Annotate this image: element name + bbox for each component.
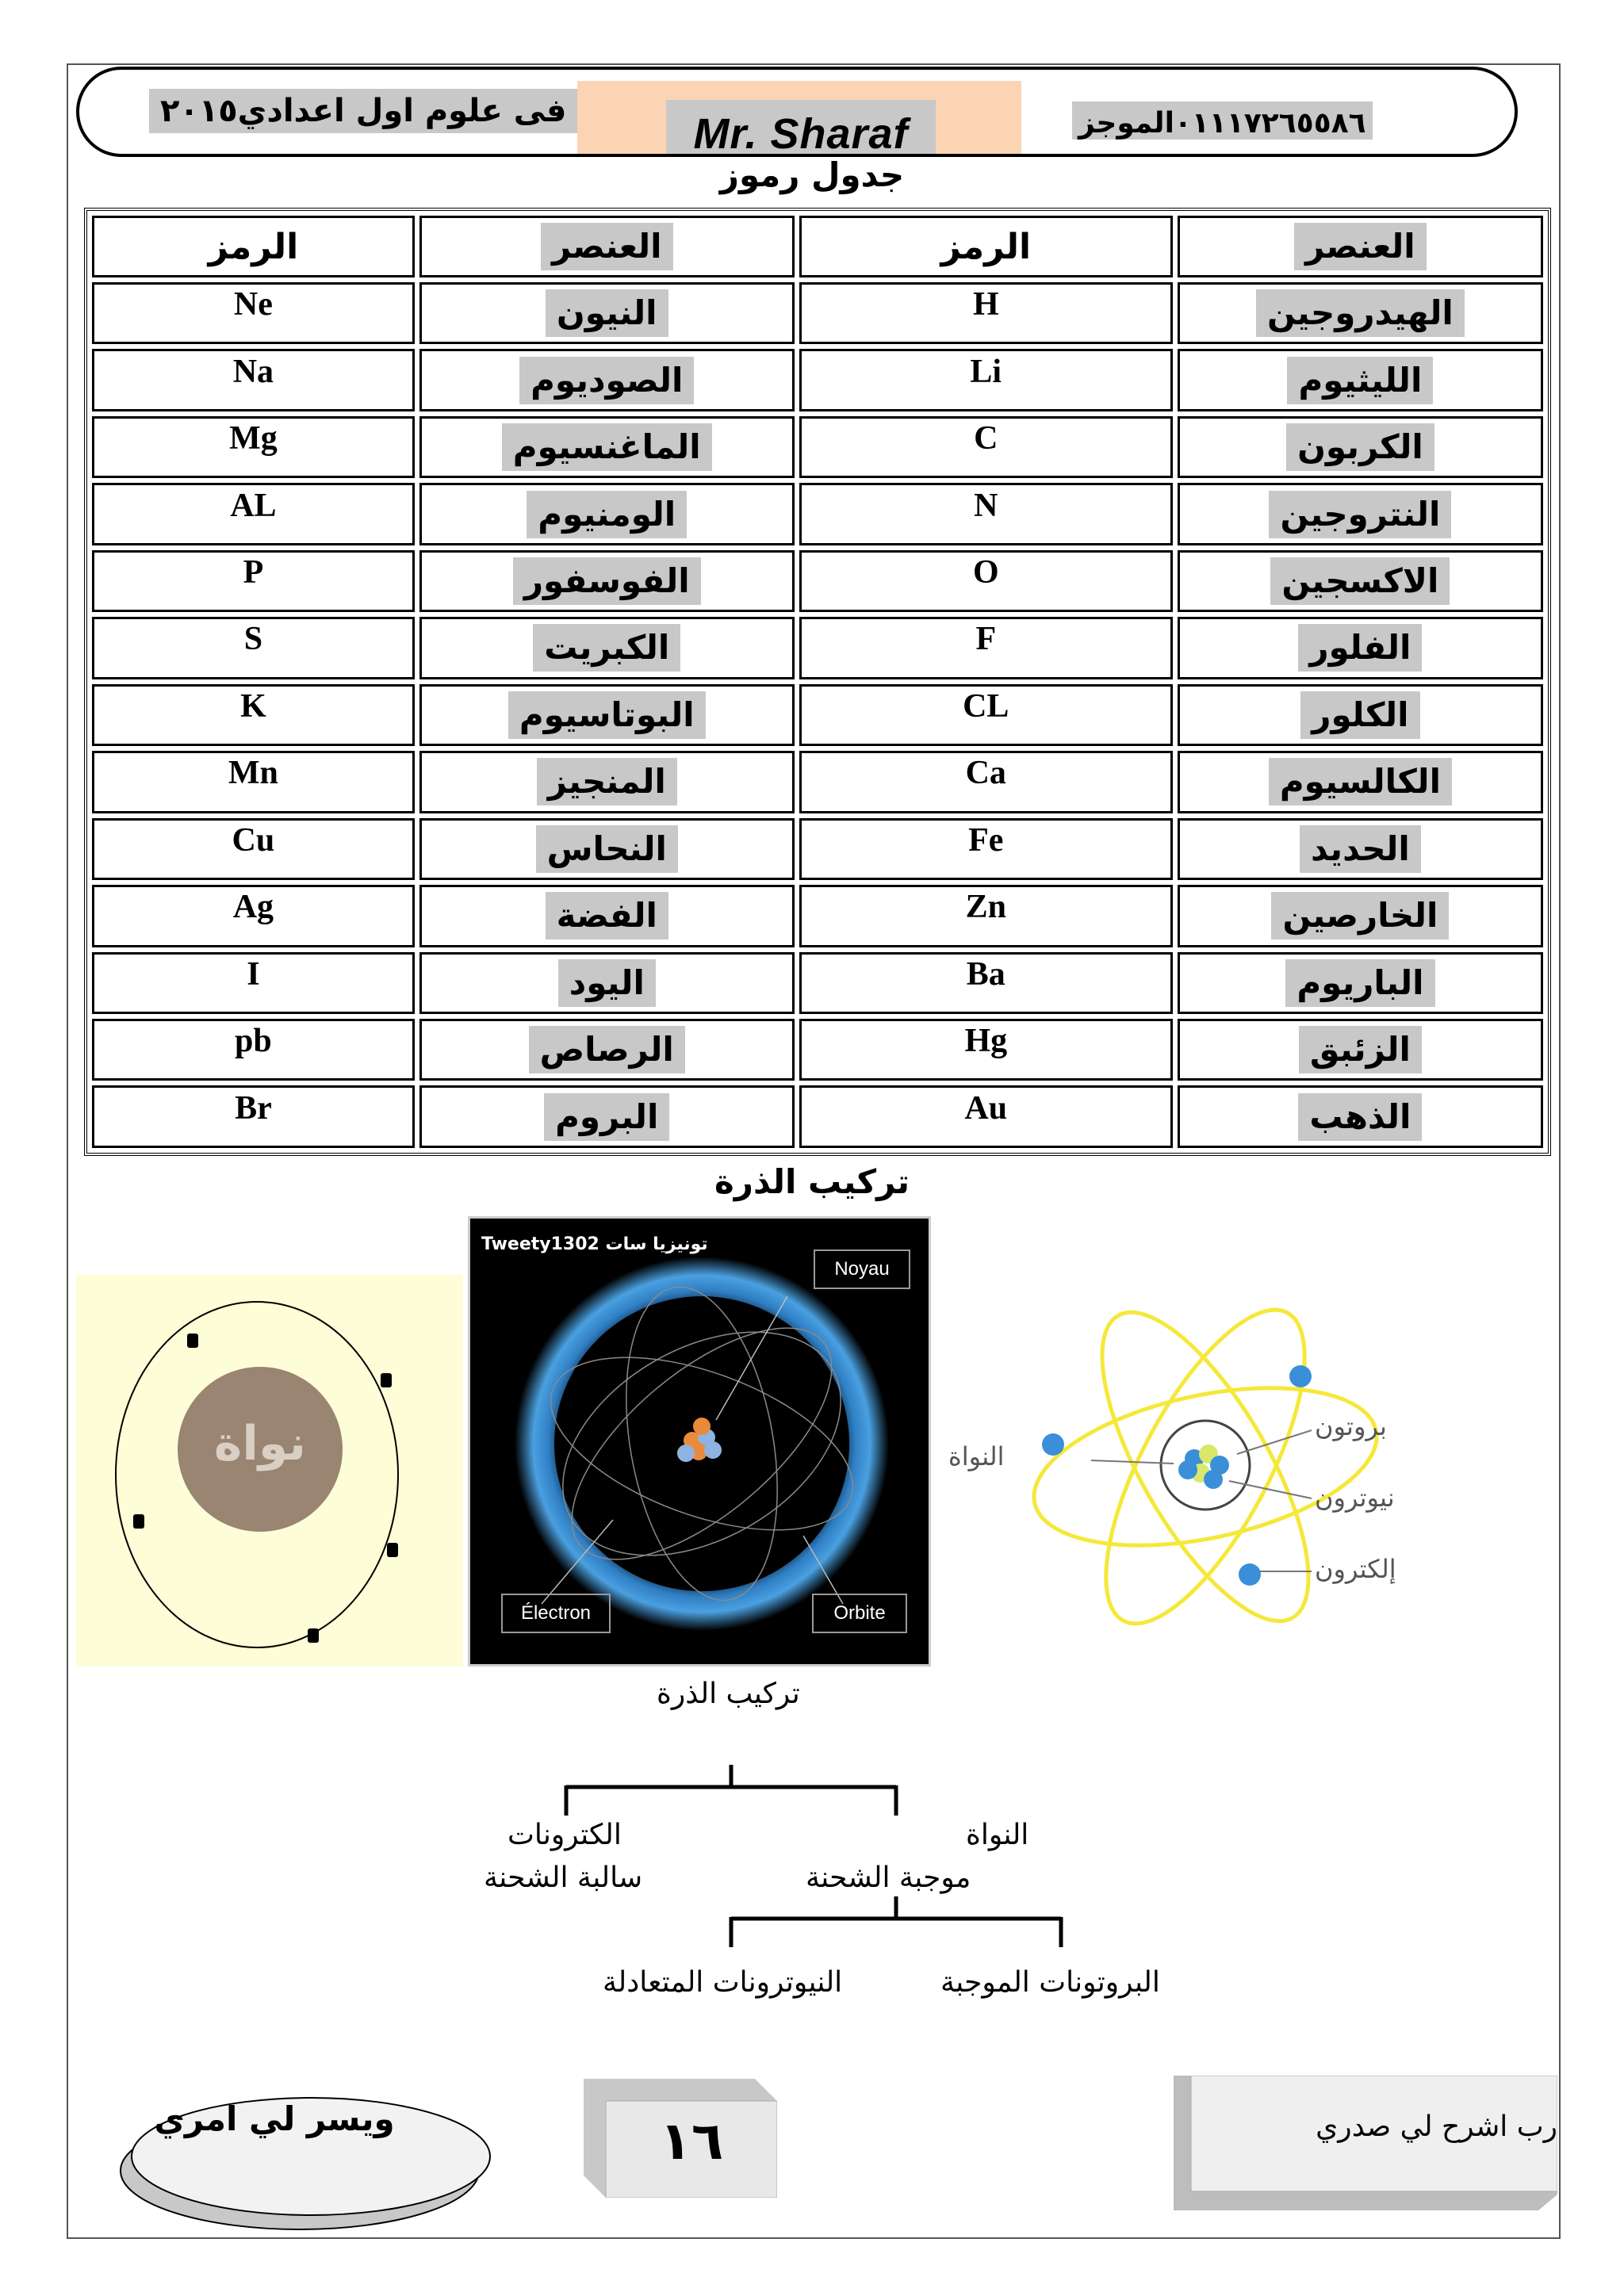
- element-name: الفضة: [546, 892, 668, 939]
- header-phone: ٠١١١٧٢٦٥٥٨٦الموجز: [1072, 101, 1373, 140]
- element-name: الباريوم: [1285, 959, 1434, 1007]
- element-symbol: K: [240, 687, 266, 725]
- element-name: الرصاص: [529, 1026, 685, 1073]
- element-name: الليثيوم: [1287, 357, 1433, 404]
- header-subject: فى علوم اول اعدادي٢٠١٥: [149, 89, 577, 133]
- element-symbol: Na: [232, 353, 274, 390]
- nucleus-callout: النواة: [948, 1441, 1005, 1471]
- element-name: اليود: [558, 959, 656, 1007]
- tree-nucleus: النواة: [966, 1819, 1029, 1851]
- element-symbol: Zn: [965, 889, 1006, 926]
- element-symbol: Br: [235, 1089, 272, 1127]
- element-name: الكبريت: [533, 624, 680, 672]
- col-header-symbol: الرمز: [92, 216, 415, 277]
- tree-protons: البروتونات الموجبة: [940, 1966, 1160, 1999]
- footer-left-shape: [116, 2077, 500, 2236]
- element-name: النحاس: [536, 825, 678, 873]
- element-symbol: H: [972, 286, 999, 323]
- element-name: الاكسجين: [1270, 557, 1450, 605]
- element-symbol: Hg: [964, 1023, 1008, 1060]
- element-name: المنجيز: [537, 758, 677, 806]
- symbols-title: جدول رموز: [719, 155, 905, 194]
- element-symbol: P: [243, 554, 264, 591]
- element-symbol: O: [972, 554, 999, 591]
- element-name: الكربون: [1286, 423, 1434, 471]
- footer-right-box: [1174, 2076, 1557, 2210]
- element-name: الهيدروجين: [1256, 289, 1465, 337]
- element-name: النيون: [546, 289, 668, 337]
- electron-callout: إلكترون: [1315, 1554, 1396, 1584]
- element-symbol: Li: [970, 353, 1002, 390]
- element-name: الكلور: [1300, 691, 1419, 739]
- tree-nucleus-charge: موجبة الشحنة: [806, 1862, 971, 1894]
- neutron-callout: نيوترون: [1315, 1483, 1395, 1513]
- element-name: الذهب: [1298, 1093, 1422, 1141]
- element-symbol: Mn: [228, 755, 278, 792]
- element-name: الومنيوم: [527, 491, 687, 538]
- element-symbol: pb: [235, 1023, 272, 1060]
- element-name: الماغنسيوم: [502, 423, 712, 471]
- element-symbol: Ba: [966, 955, 1005, 993]
- element-name: الكالسيوم: [1269, 758, 1452, 806]
- element-name: الزئبق: [1299, 1026, 1422, 1073]
- page-number: ١٦: [659, 2110, 724, 2172]
- atom-title: تركيب الذرة: [714, 1162, 910, 1201]
- element-symbol: Fe: [968, 821, 1004, 859]
- element-symbol: I: [247, 955, 260, 993]
- orbite-label: Orbite: [833, 1602, 886, 1624]
- tree-electrons: الكترونات: [508, 1819, 622, 1851]
- element-symbol: F: [975, 621, 997, 658]
- noyau-label: Noyau: [834, 1258, 890, 1280]
- tree-neutrons: النيوترونات المتعادلة: [603, 1966, 843, 1999]
- electron-label: Électron: [520, 1602, 592, 1624]
- nucleus-label: نواة: [213, 1416, 307, 1471]
- page-number-box: [584, 2079, 777, 2198]
- element-symbol: Cu: [232, 821, 275, 859]
- element-name: الفلور: [1298, 624, 1422, 672]
- element-symbol: N: [974, 487, 998, 524]
- element-symbol: Ne: [233, 286, 273, 323]
- element-symbol: S: [243, 621, 263, 658]
- element-name: الحديد: [1300, 825, 1421, 873]
- element-symbol: AL: [230, 487, 277, 524]
- proton-callout: بروتون: [1315, 1411, 1387, 1441]
- element-name: الصوديوم: [519, 357, 694, 404]
- col-header-element: العنصر: [419, 216, 795, 277]
- element-symbol: Ca: [965, 755, 1006, 792]
- element-name: الفوسفور: [513, 557, 701, 605]
- element-name: النتروجين: [1269, 491, 1451, 538]
- element-name: البوتاسيوم: [508, 691, 706, 739]
- footer-right-shape: [1174, 2076, 1557, 2210]
- col-header-symbol: الرمز: [799, 216, 1173, 277]
- element-symbol: Mg: [229, 420, 278, 457]
- element-symbol: C: [974, 420, 998, 457]
- col-header-element: العنصر: [1178, 216, 1543, 277]
- element-name: الخارصين: [1271, 892, 1449, 939]
- tree-electrons-charge: سالبة الشحنة: [484, 1862, 643, 1894]
- watermark-text: Tweety1302 تونيزيا سات: [481, 1234, 708, 1254]
- footer-right-text: رب اشرح لي صدري: [1316, 2110, 1557, 2143]
- element-symbol: Ag: [232, 889, 274, 926]
- header-teacher: Mr. Sharaf: [666, 100, 936, 157]
- element-symbol: CL: [963, 687, 1009, 725]
- element-symbol: Au: [964, 1089, 1008, 1127]
- element-name: البروم: [544, 1093, 669, 1141]
- tree-root: تركيب الذرة: [657, 1678, 800, 1710]
- footer-left-text: ويسر لي امري: [154, 2099, 395, 2138]
